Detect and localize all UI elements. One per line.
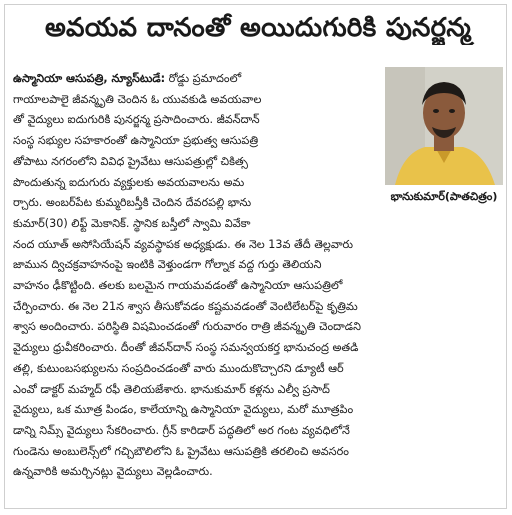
article-line: తో వైద్యులు ఐదుగురికి పునర్జన్మ ప్రసాదించారు. జీవన్‌దాన్ bbox=[13, 113, 260, 127]
dateline: ఉస్మానియా ఆసుపత్రి, న్యూస్‌టుడే: bbox=[13, 72, 166, 85]
photo-block bbox=[385, 67, 503, 205]
portrait-photo bbox=[385, 67, 503, 185]
article-line: వాహనం ఢీకొట్టింది. తలకు బలమైన గాయమవడంతో ఉస్మానియా ఆసుపత్రిలో bbox=[13, 279, 343, 293]
portrait-illustration bbox=[385, 67, 503, 185]
article-line: కుమార్‌(30) లిఫ్ట్‌ మెకానిక్‌. స్థానిక బస్తీలో స్వామి వివేకా bbox=[13, 216, 251, 230]
article-line: గుండెను అంబులెన్స్‌లో గచ్చిబౌలిలోని ఓ ప్రైవేటు ఆసుపత్రికి తరలించి అవసరం bbox=[13, 444, 349, 458]
article-line: తల్లి, కుటుంబసభ్యులను సంప్రదించడంతో వారు ముందుకొచ్చారని డ్యూటీ ఆర్‌ bbox=[13, 361, 344, 375]
article-line: గాయాలపాలై జీవన్మృతి చెందిన ఓ యువకుడి అవయవాల bbox=[13, 92, 262, 106]
article-line: సంస్థ సభ్యుల సహకారంతో ఉస్మానియా ప్రభుత్వ ఆసుపత్రి bbox=[13, 134, 259, 148]
article-line: చేర్పించారు. ఈ నెల 21న శ్వాస తీసుకోవడం కష్టమవడంతో వెంటిలేటర్‌పై కృత్రిమ bbox=[13, 299, 358, 313]
article-line: డాన్ని నిమ్స్‌ వైద్యులు సేకరించారు. గ్రీన్‌ కారిడార్‌ పద్ధతిలో అర గంట వ్యవధిలోనే bbox=[13, 423, 350, 437]
article-line: ఎంవో డాక్టర్‌ మహ్మద్‌ రఫీ తెలియజేశారు. భానుకుమార్‌ కళ్లను ఎల్వీ ప్రసాద్‌ bbox=[13, 382, 330, 396]
article-line-text: రోడ్డు ప్రమాదంలో bbox=[168, 72, 242, 85]
article-line: తోపాటు నగరంలోని వివిధ ప్రైవేటు ఆసుపత్రుల్లో చికిత్స bbox=[13, 154, 248, 168]
article-line: ఉన్నవారికి అమర్చినట్లు వైద్యులు వెల్లడించారు. bbox=[13, 465, 213, 479]
photo-caption: భానుకుమార్(పాతచిత్రం) bbox=[390, 190, 498, 203]
article-line bbox=[13, 69, 378, 90]
article-line: ర్చారు. అంబర్‌పేట కుమ్మరిబస్తీకి చెందిన దేవరపల్లి భాను bbox=[13, 196, 252, 210]
article-line: నంద యూత్‌ అసోసియేషన్‌ వ్యవస్థాపక అధ్యక్షుడు. ఈ నెల 13వ తేదీ తెల్లవారు bbox=[13, 237, 354, 251]
newspaper-clipping bbox=[4, 4, 507, 509]
article-line: వైద్యులు, ఒక మూత్ర పిండం, కాలేయాన్ని ఉస్మానియా వైద్యులు, మరో మూత్రపిం bbox=[13, 403, 354, 417]
article-line: శ్వాస అందించారు. పరిస్థితి విషమించడంతో గురువారం రాత్రి జీవన్మృతి చెందాడని bbox=[13, 320, 361, 334]
article-line: వైద్యులు ధ్రువీకరించారు. దీంతో జీవన్‌దాన్‌ సంస్థ సమన్వయకర్త భానుచంద్ర అతడి bbox=[13, 341, 359, 355]
article-line: జామున ద్విచక్రవాహనంపై ఇంటికి వెళ్తుండగా గోల్నాక వద్ద గుర్తు తెలియని bbox=[13, 258, 322, 272]
article-line: పొందుతున్న ఐదుగురు వ్యక్తులకు అవయవాలను అమ bbox=[13, 175, 245, 189]
article-headline: అవయవ దానంతో అయిదుగురికి పునర్జన్మ bbox=[44, 13, 472, 43]
